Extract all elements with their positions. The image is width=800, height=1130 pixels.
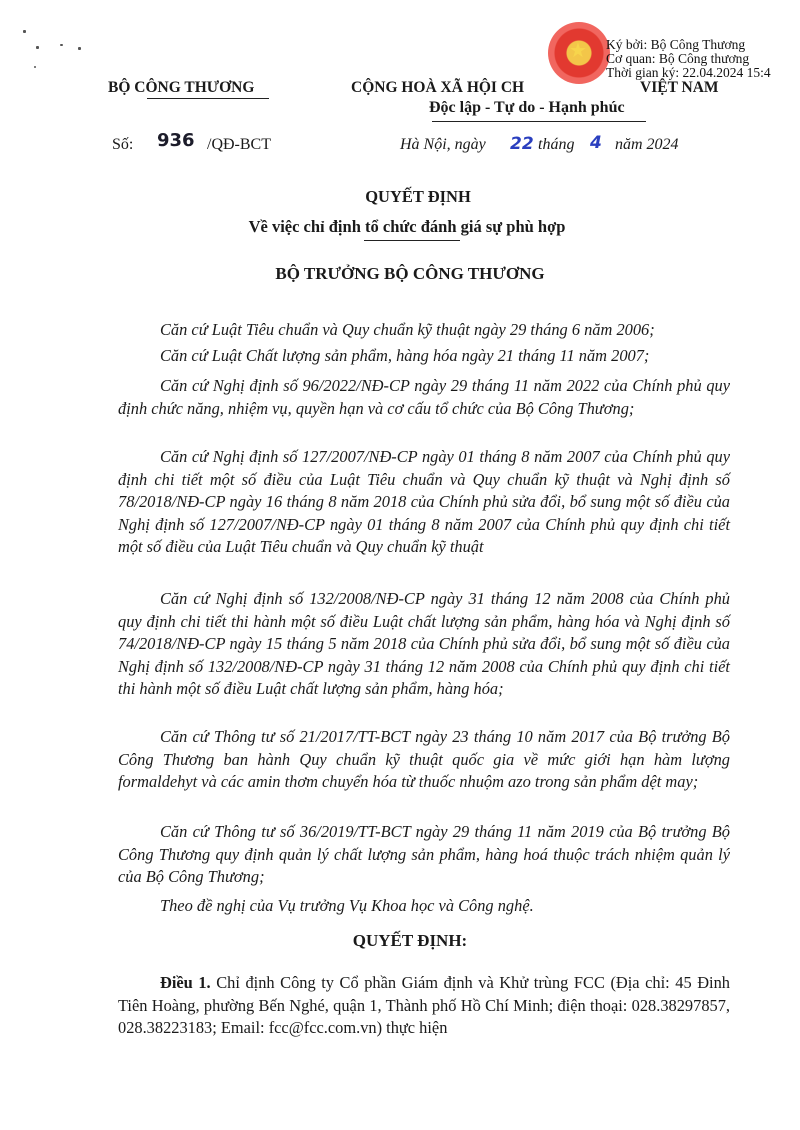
signature-line-time: Thời gian ký: 22.04.2024 15:4 xyxy=(606,65,771,80)
date-day-handwritten: 22 xyxy=(510,134,534,154)
basis-paragraph: Căn cứ Thông tư số 21/2017/TT-BCT ngày 23 tháng 10 năm 2017 của Bộ trưởng Bộ Công Thương ban hành Quy chuẩn kỹ thuật quốc gia về mức giới hạn hàm lượng formaldehyt và các amin thơm chuyển hóa từ thuốc nhuộm azo trong sản phẩm dệt may; xyxy=(118,727,730,792)
scan-speck xyxy=(78,47,81,50)
basis-paragraph: Theo đề nghị của Vụ trưởng Vụ Khoa học và Công nghệ. xyxy=(160,896,534,915)
digital-seal-icon: ★ xyxy=(548,22,610,84)
motto-underline xyxy=(432,121,646,122)
basis-paragraph: Căn cứ Nghị định số 127/2007/NĐ-CP ngày 01 tháng 8 năm 2007 của Chính phủ quy định chi tiết một số điều của Luật Tiêu chuẩn và Quy chuẩn kỹ thuật và Nghị định số 78/2018/NĐ-CP ngày 16 tháng 8 năm 2018 của Chính phủ sửa đổi, bổ sung một số điều của Nghị định số 127/2007/NĐ-CP ngày 01 tháng 8 năm 2007 của Chính phủ quy định chi tiết một số điều của Luật Tiêu chuẩn và Quy chuẩn kỹ thuật xyxy=(118,447,730,557)
basis-paragraph: Căn cứ Luật Chất lượng sản phẩm, hàng hóa ngày 21 tháng 11 năm 2007; xyxy=(160,346,650,365)
article-1-text: Chỉ định Công ty Cổ phần Giám định và Khử trùng FCC (Địa chỉ: 45 Đinh Tiên Hoàng, phường Bến Nghé, quận 1, Thành phố Hồ Chí Minh; điện thoại: 028.38297857, 028.38223183; Email: fcc@fcc.com.vn) thực hiện xyxy=(118,973,730,1038)
country-name-tail: VIỆT NAM xyxy=(640,79,719,96)
ministry-underline xyxy=(147,98,269,99)
signature-line-signer: Ký bởi: Bộ Công Thương xyxy=(606,37,746,52)
date-year: năm 2024 xyxy=(615,136,679,153)
subject-underline xyxy=(364,240,460,241)
doc-number-prefix: Số: xyxy=(112,136,134,153)
ministry-name: BỘ CÔNG THƯƠNG xyxy=(108,79,255,96)
basis-paragraph: Căn cứ Nghị định số 96/2022/NĐ-CP ngày 29 tháng 11 năm 2022 của Chính phủ quy định chức năng, nhiệm vụ, quyền hạn và cơ cấu tổ chức của Bộ Công Thương; xyxy=(118,376,730,418)
signature-line-agency: Cơ quan: Bộ Công thương xyxy=(606,51,750,66)
date-month-handwritten: 4 xyxy=(590,133,602,153)
country-name: CỘNG HOÀ XÃ HỘI CH xyxy=(351,79,525,96)
issuing-authority: BỘ TRƯỞNG BỘ CÔNG THƯƠNG xyxy=(275,264,545,283)
date-month-label: tháng xyxy=(538,136,575,153)
motto: Độc lập - Tự do - Hạnh phúc xyxy=(429,99,625,116)
article-1-label: Điều 1. xyxy=(160,973,211,992)
scan-speck xyxy=(36,46,39,49)
date-prefix: Hà Nội, ngày xyxy=(400,136,486,153)
doc-number-suffix: /QĐ-BCT xyxy=(207,136,271,153)
scan-speck xyxy=(60,44,63,46)
document-subject: Về việc chỉ định tổ chức đánh giá sự phù hợp xyxy=(248,217,566,236)
basis-paragraph: Căn cứ Nghị định số 132/2008/NĐ-CP ngày 31 tháng 12 năm 2008 của Chính phủ quy định chi tiết thi hành một số điều Luật chất lượng sản phẩm, hàng hóa và Nghị định số 74/2018/NĐ-CP ngày 15 tháng 5 năm 2018 của Chính phủ sửa đổi, bổ sung một số điều của Nghị định số 132/2008/NĐ-CP ngày 31 tháng 12 năm 2008 của Chính phủ quy định chi tiết thi hành một số điều Luật chất lượng sản phẩm, hàng hóa; xyxy=(118,589,730,699)
basis-paragraph: Căn cứ Luật Tiêu chuẩn và Quy chuẩn kỹ thuật ngày 29 tháng 6 năm 2006; xyxy=(160,320,655,339)
signature-info xyxy=(606,38,771,80)
article-1 xyxy=(118,972,730,1040)
scan-speck xyxy=(34,66,36,68)
scan-speck xyxy=(23,30,26,33)
decision-heading: QUYẾT ĐỊNH: xyxy=(352,931,468,950)
basis-paragraph: Căn cứ Thông tư số 36/2019/TT-BCT ngày 29 tháng 11 năm 2019 của Bộ trưởng Bộ Công Thương quy định quản lý chất lượng sản phẩm, hàng hoá thuộc trách nhiệm quản lý của Bộ Công Thương; xyxy=(118,822,730,887)
document-type: QUYẾT ĐỊNH xyxy=(365,187,471,206)
doc-number-handwritten: 936 xyxy=(157,130,195,151)
